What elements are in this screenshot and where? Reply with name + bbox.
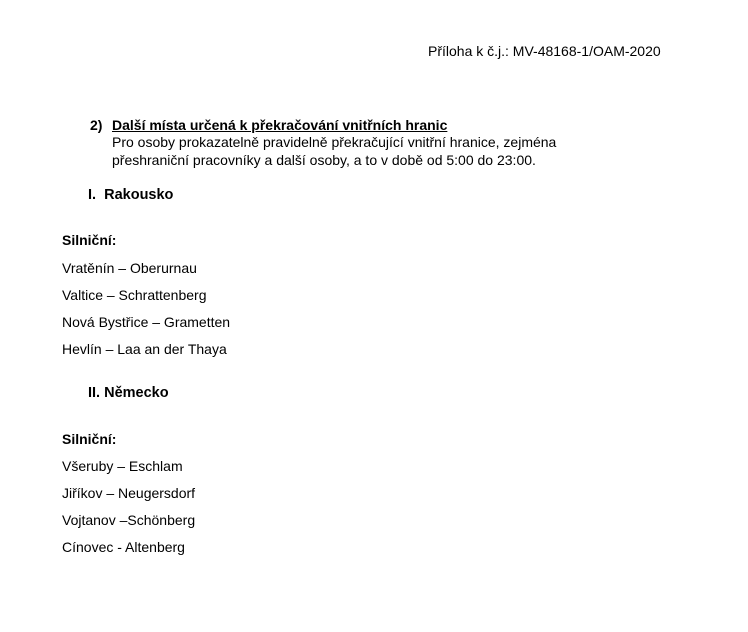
crossing-item: Cínovec - Altenberg <box>62 539 185 555</box>
section-heading-austria: I. Rakousko <box>88 187 174 203</box>
item-title: Další místa určená k překračování vnitřních hranic <box>112 117 448 133</box>
reference-number: Příloha k č.j.: MV-48168-1/OAM-2020 <box>428 43 661 59</box>
subheading-road-germany: Silniční: <box>62 431 117 447</box>
crossing-item: Valtice – Schrattenberg <box>62 287 207 303</box>
subheading-road-austria: Silniční: <box>62 232 117 248</box>
crossing-item: Jiříkov – Neugersdorf <box>62 485 196 501</box>
item-description-line-1: Pro osoby prokazatelně pravidelně překračující vnitřní hranice, zejména <box>112 134 557 150</box>
crossing-item: Vratěnín – Oberurnau <box>62 260 197 276</box>
crossing-item: Hevlín – Laa an der Thaya <box>62 341 227 357</box>
item-description-line-2: přeshraniční pracovníky a další osoby, a to v době od 5:00 do 23:00. <box>112 152 536 168</box>
crossing-item: Všeruby – Eschlam <box>62 458 183 474</box>
crossing-item: Nová Bystřice – Grametten <box>62 314 231 330</box>
crossing-item: Vojtanov –Schönberg <box>62 512 196 528</box>
section-heading-germany: II. Německo <box>88 385 169 401</box>
item-number: 2) <box>90 117 103 133</box>
